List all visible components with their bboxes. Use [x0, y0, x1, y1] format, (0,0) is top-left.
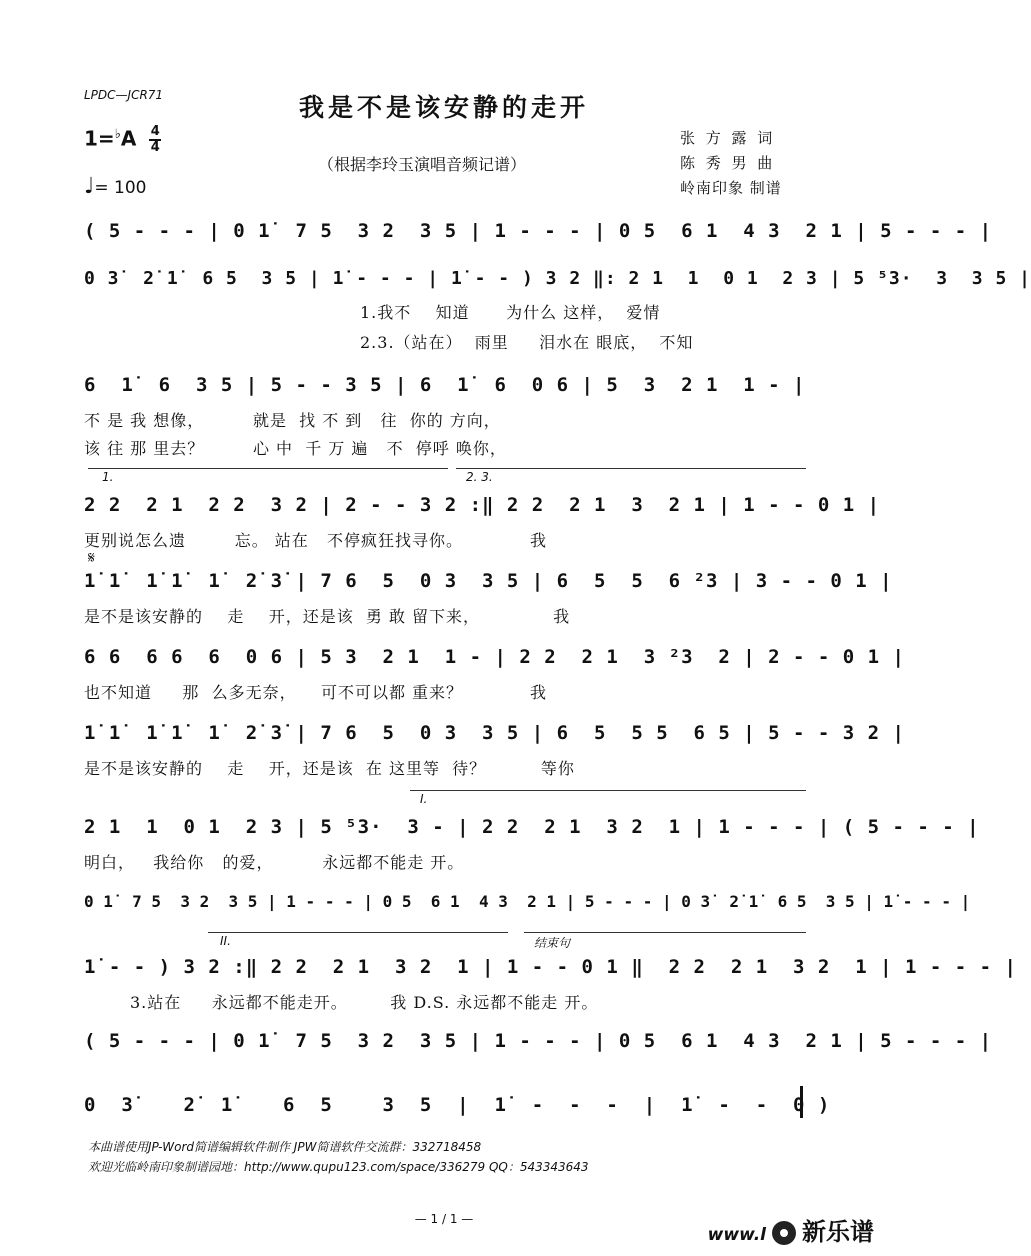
score-code: LPDC—JCR71 [84, 88, 164, 102]
time-signature [149, 126, 161, 154]
notes-3: 6 1̇ 6 3 5 | 5 - - 3 5 | 6 1̇ 6 0 6 | 5 3 2 1 1 - | [84, 374, 806, 396]
volta-1-label: 1. [102, 470, 114, 484]
volta-line-1 [88, 468, 448, 469]
key-note: A [120, 126, 137, 151]
notes-2: 0 3̇ 2̇ 1̇ 6 5 3 5 | 1̇ - - - | 1̇ - - ) 3 2 ‖: 2 1 1 0 1 2 3 | 5 ⁵3· 3 3 5 | [84, 268, 1031, 289]
key-prefix: 1= [84, 126, 115, 151]
composer-credit: 陈 秀 男 曲 [680, 154, 776, 172]
final-barline [800, 1086, 803, 1118]
notes-7: 1̇ 1̇ 1̇ 1̇ 1̇ 2̇ 3̇ | 7 6 5 0 3 3 5 | 6 5 5 5 6 5 | 5 - - 3 2 | [84, 722, 905, 744]
ending-label: 结束句 [534, 936, 571, 950]
notation-row-1 [84, 220, 993, 250]
arranger-credit: 岭南印象 制谱 [680, 179, 782, 197]
logo-url: www.l [707, 1225, 766, 1245]
lyrics-2a: 1.我不 知道 为什么 这样， 爱情 [360, 303, 661, 322]
volta-line-3 [410, 790, 806, 791]
volta-II-label: II. [220, 934, 231, 948]
lyrics-6: 也不知道 那 么多无奈， 可不可以都 重来？ 我 [84, 683, 547, 702]
lyricist-credit: 张 方 露 词 [680, 129, 776, 147]
lyrics-2b: 2.3.（站在） 雨里 泪水在 眼底， 不知 [360, 333, 694, 352]
song-title: 我是不是该安静的走开 [298, 93, 589, 122]
footer-line-1: 本曲谱使用JP-Word简谱编辑软件制作 JPW简谱软件交流群：332718458 [88, 1140, 482, 1154]
notation-row-5 [84, 570, 893, 600]
notes-4: 2 2 2 1 2 2 3 2 | 2 - - 3 2 :‖ 2 2 2 1 3 2 1 | 1 - - 0 1 | [84, 494, 881, 516]
notation-row-8 [84, 816, 980, 846]
notes-5: 1̇ 1̇ 1̇ 1̇ 1̇ 2̇ 3̇ | 7 6 5 0 3 3 5 | 6 5 5 6 ²3 | 3 - - 0 1 | [84, 570, 893, 592]
time-bottom: 4 [150, 140, 160, 155]
volta-line-2 [456, 468, 806, 469]
time-top: 4 [150, 124, 160, 139]
lyrics-5: 是不是该安静的 走 开，还是该 勇 敢 留下来， 我 [84, 607, 571, 626]
notes-8: 2 1 1 0 1 2 3 | 5 ⁵3· 3 - | 2 2 2 1 3 2 1 | 1 - - - | ( 5 - - - | [84, 816, 980, 838]
notation-row-12 [84, 1094, 831, 1124]
notation-row-4 [84, 494, 881, 524]
notation-row-9 [84, 892, 971, 922]
volta-I-label: I. [420, 792, 428, 806]
notes-12: 0 3̇ 2̇ 1̇ 6 5 3 5 | 1̇ - - - | 1̇ - - 0 ) [84, 1094, 831, 1116]
footer-line-2: 欢迎光临岭南印象制谱园地：http://www.qupu123.com/space/336279 QQ：543343643 [88, 1160, 589, 1174]
page-number: — 1 / 1 — [414, 1212, 474, 1226]
notation-row-10 [84, 956, 1017, 986]
key-signature [84, 126, 161, 154]
notes-1: ( 5 - - - | 0 1̇ 7 5 3 2 3 5 | 1 - - - | 0 5 6 1 4 3 2 1 | 5 - - - | [84, 220, 993, 242]
notes-9: 0 1̇ 7 5 3 2 3 5 | 1 - - - | 0 5 6 1 4 3 2 1 | 5 - - - | 0 3̇ 2̇ 1̇ 6 5 3 5 | 1̇ - - - | [84, 892, 971, 911]
notation-row-3 [84, 374, 806, 404]
volta-2-label: 2. 3. [466, 470, 493, 484]
notes-10: 1̇ - - ) 3 2 :‖ 2 2 2 1 3 2 1 | 1 - - 0 1 ‖ 2 2 2 1 3 2 1 | 1 - - - | [84, 956, 1017, 978]
notation-row-11 [84, 1030, 993, 1060]
ending-line [524, 932, 806, 933]
record-icon [772, 1221, 796, 1245]
lyrics-8: 明白， 我给你 的爱， 永远都不能走 开。 [84, 853, 465, 872]
lyrics-7: 是不是该安静的 走 开，还是该 在 这里等 待？ 等你 [84, 759, 575, 778]
notation-row-6 [84, 646, 905, 676]
tempo-value: = 100 [94, 178, 147, 198]
flat-symbol: ♭ [114, 126, 121, 142]
site-logo[interactable] [708, 1212, 874, 1247]
lyrics-4: 更别说怎么遗 忘。 站在 不停疯狂找寻你。 我 [84, 531, 547, 550]
notes-11: ( 5 - - - | 0 1̇ 7 5 3 2 3 5 | 1 - - - | 0 5 6 1 4 3 2 1 | 5 - - - | [84, 1030, 993, 1052]
segno-icon: 𝄋 [88, 548, 95, 567]
notation-row-7 [84, 722, 905, 752]
logo-text: 新乐谱 [802, 1218, 874, 1246]
lyrics-3b: 该 往 那 里去？ 心 中 千 万 遍 不 停呼 唤你， [84, 439, 507, 458]
volta-line-4 [208, 932, 508, 933]
notation-row-2 [84, 268, 1031, 298]
lyrics-10: 3.站在 永远都不能走开。 我 D.S. 永远都不能走 开。 [130, 993, 599, 1012]
lyrics-3a: 不 是 我 想像， 就是 找 不 到 往 你的 方向， [84, 411, 501, 430]
tempo-marking [84, 174, 147, 199]
quarter-note-icon: ♩ [84, 174, 95, 199]
subtitle: （根据李玲玉演唱音频记谱） [318, 155, 527, 174]
notes-6: 6 6 6 6 6 0 6 | 5 3 2 1 1 - | 2 2 2 1 3 ²3 2 | 2 - - 0 1 | [84, 646, 905, 668]
